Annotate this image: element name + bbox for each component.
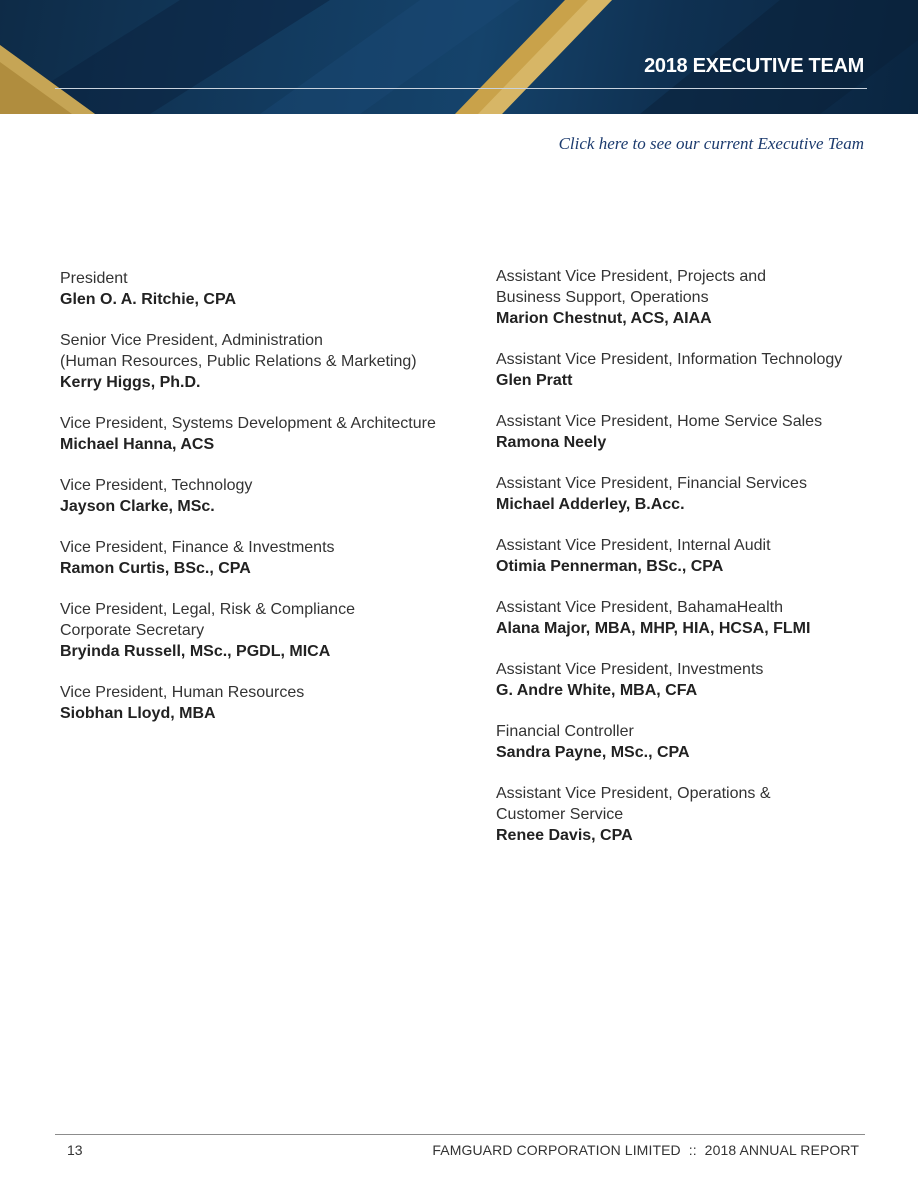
executive-role: Vice President, Legal, Risk & Compliance [60, 601, 355, 618]
executive-name: Michael Adderley, B.Acc. [496, 496, 685, 513]
page-number: 13 [67, 1142, 83, 1158]
executive-name: Alana Major, MBA, MHP, HIA, HCSA, FLMI [496, 620, 811, 637]
executive-name: Ramona Neely [496, 434, 607, 451]
executive-name: Michael Hanna, ACS [60, 436, 215, 453]
executive-role: (Human Resources, Public Relations & Marketing) [60, 353, 417, 370]
executive-role: Assistant Vice President, Internal Audit [496, 537, 771, 554]
executive-list-right [496, 266, 876, 866]
page-title: 2018 EXECUTIVE TEAM [644, 55, 864, 77]
executive-name: Ramon Curtis, BSc., CPA [60, 560, 251, 577]
executive-role: Assistant Vice President, Investments [496, 661, 764, 678]
executive-role: Corporate Secretary [60, 622, 205, 639]
footer-divider [55, 1134, 865, 1135]
executive-entry [496, 535, 876, 577]
executive-entry [496, 721, 876, 763]
executive-entry [496, 473, 876, 515]
executive-role: Customer Service [496, 806, 624, 823]
executive-entry [496, 411, 876, 453]
executive-entry [496, 659, 876, 701]
executive-role: Business Support, Operations [496, 289, 709, 306]
executive-name: Sandra Payne, MSc., CPA [496, 744, 690, 761]
executive-name: Jayson Clarke, MSc. [60, 498, 215, 515]
executive-entry [496, 597, 876, 639]
executive-role: Vice President, Technology [60, 477, 253, 494]
executive-name: G. Andre White, MBA, CFA [496, 682, 698, 699]
executive-entry [60, 475, 470, 517]
executive-entry [60, 268, 470, 310]
executive-role: Vice President, Systems Development & Architecture [60, 415, 436, 432]
executive-name: Otimia Pennerman, BSc., CPA [496, 558, 724, 575]
executive-role: Assistant Vice President, BahamaHealth [496, 599, 783, 616]
gold-stripe-center-highlight [478, 0, 612, 114]
executive-role: Vice President, Human Resources [60, 684, 305, 701]
executive-entry [60, 682, 470, 724]
executive-role: President [60, 270, 128, 287]
executive-entry [496, 783, 876, 846]
executive-role: Assistant Vice President, Home Service Sales [496, 413, 823, 430]
executive-entry [60, 537, 470, 579]
executive-entry [60, 599, 470, 662]
current-executive-team-link[interactable]: Click here to see our current Executive Team [558, 134, 864, 153]
executive-role: Vice President, Finance & Investments [60, 539, 335, 556]
executive-name: Siobhan Lloyd, MBA [60, 705, 216, 722]
executive-name: Glen O. A. Ritchie, CPA [60, 291, 237, 308]
executive-entry [496, 266, 876, 329]
executive-name: Renee Davis, CPA [496, 827, 633, 844]
executive-role: Senior Vice President, Administration [60, 332, 323, 349]
executive-entry [60, 330, 470, 393]
executive-name: Kerry Higgs, Ph.D. [60, 374, 201, 391]
executive-role: Assistant Vice President, Operations & [496, 785, 771, 802]
executive-entry [496, 349, 876, 391]
executive-role: Assistant Vice President, Financial Services [496, 475, 807, 492]
executive-list-left [60, 268, 470, 744]
executive-role: Assistant Vice President, Projects and [496, 268, 767, 285]
header-banner [0, 0, 918, 114]
banner-divider [55, 88, 867, 89]
executive-entry [60, 413, 470, 455]
footer-report-title: FAMGUARD CORPORATION LIMITED :: 2018 ANNUAL REPORT [432, 1142, 859, 1158]
executive-name: Marion Chestnut, ACS, AIAA [496, 310, 712, 327]
executive-name: Glen Pratt [496, 372, 573, 389]
executive-name: Bryinda Russell, MSc., PGDL, MICA [60, 643, 331, 660]
executive-role: Assistant Vice President, Information Technology [496, 351, 843, 368]
executive-role: Financial Controller [496, 723, 634, 740]
